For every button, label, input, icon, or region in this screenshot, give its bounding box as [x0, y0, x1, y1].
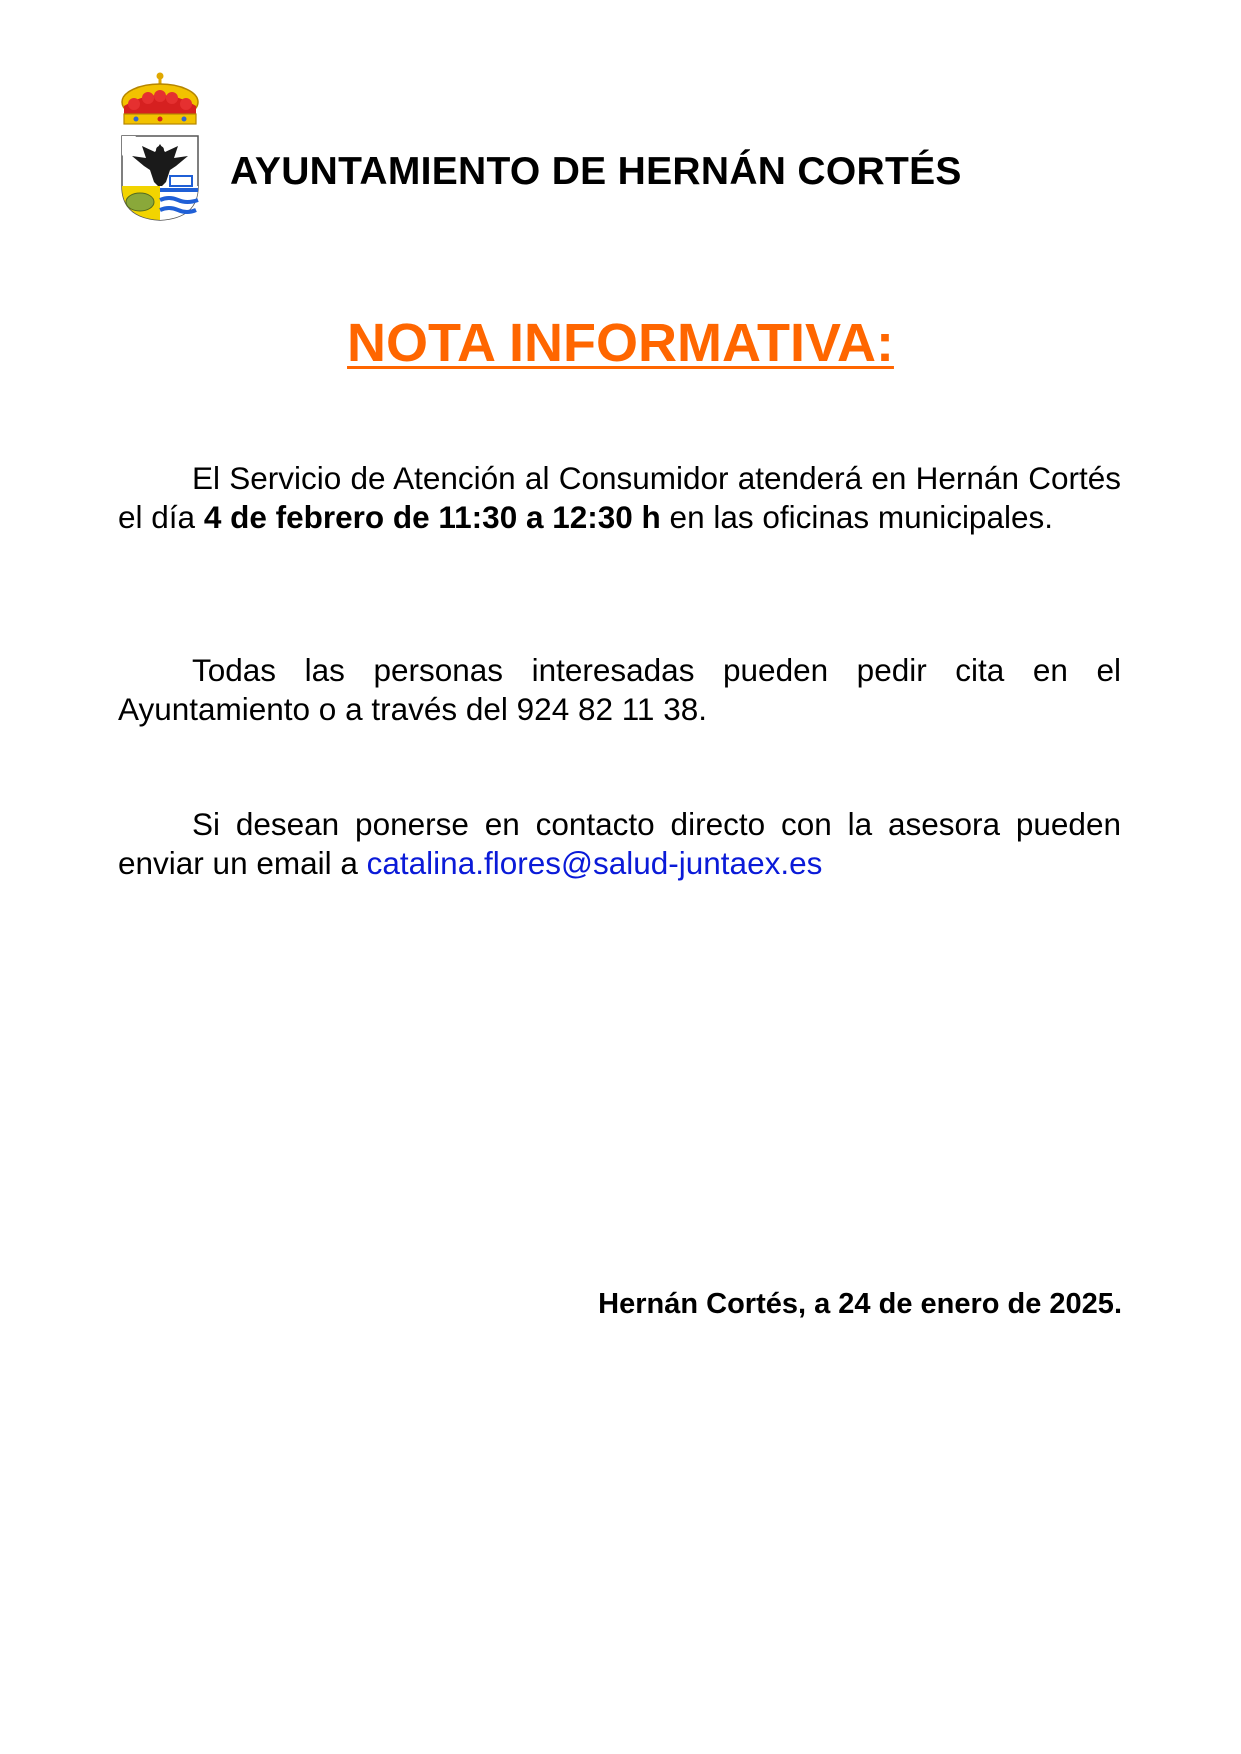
coat-of-arms-icon [118, 70, 202, 222]
note-title: NOTA INFORMATIVA: [347, 313, 894, 373]
paragraph-contact [118, 805, 1121, 883]
paragraph1-before: El Servicio de Atención al Consumidor atenderá en Hernán Cortés el día [118, 460, 1121, 535]
paragraph3-before: Si desean ponerse en contacto directo con la asesora pueden enviar un email a [118, 806, 1121, 881]
paragraph-appointment: Todas las personas interesadas pueden pedir cita en el Ayuntamiento o a través del 924 82 11 38. [118, 652, 1121, 727]
paragraph-service-schedule [118, 459, 1121, 537]
schedule-date-time: 4 de febrero de 11:30 a 12:30 h [203, 499, 661, 535]
header-title: AYUNTAMIENTO DE HERNÁN CORTÉS [230, 150, 962, 193]
paragraph1-after: en las oficinas municipales. [660, 499, 1053, 535]
email-link[interactable]: catalina.flores@salud-juntaex.es [366, 845, 823, 881]
signature-date: Hernán Cortés, a 24 de enero de 2025. [598, 1288, 1122, 1320]
